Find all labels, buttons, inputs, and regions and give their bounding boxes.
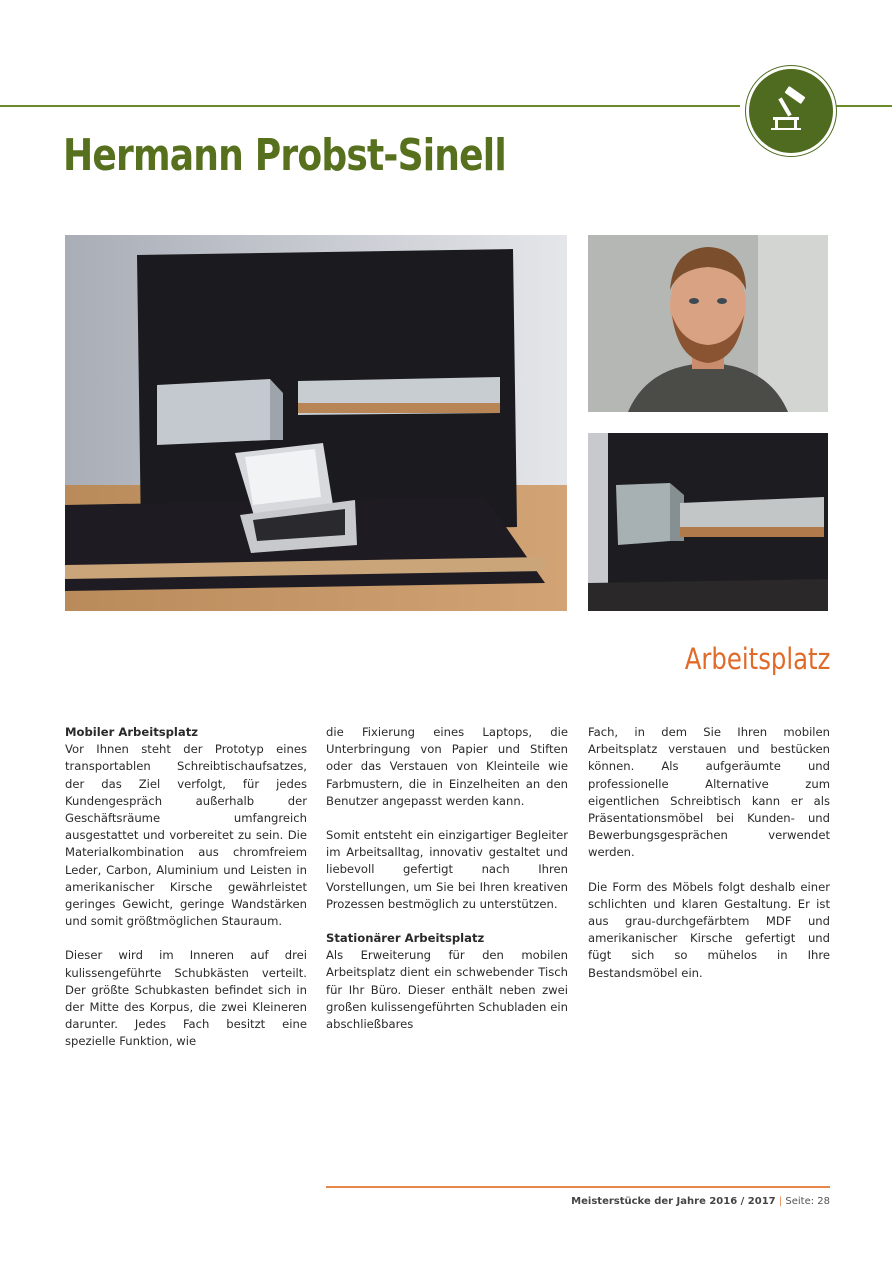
paragraph: Die Form des Möbels folgt deshalb einer schlichten und klaren Gestaltung. Er ist aus grau-durchgefärbtem MDF und amerikanischer Kirsche gefertigt und fügt sich so mühelos in Ihre Bestandsmöbel ein.: [588, 879, 830, 980]
hammer-workbench-icon: [765, 83, 817, 135]
heading-mobiler-arbeitsplatz: Mobiler Arbeitsplatz: [65, 725, 199, 739]
detail-product-photo: [588, 433, 828, 611]
footer-publication: Meisterstücke der Jahre 2016 / 2017: [571, 1196, 776, 1207]
paragraph: Vor Ihnen steht der Prototyp eines transportablen Schreibtischaufsatzes, der das Ziel verfolgt, für jedes Kundengespräch außerhalb der Geschäftsräume umfangreich ausgestattet und vorbereitet zu sein. Die Materialkombination aus chromfreiem Leder, Carbon, Aluminium und Leisten in amerikanischer Kirsche gewährleistet geringes Gewicht, geringe Wandstärken und somit größtmöglichen Stauraum.: [65, 742, 307, 929]
paragraph: Fach, in dem Sie Ihren mobilen Arbeitsplatz verstauen und bestücken können. Als aufgeräumte und professionelle Alternative zum eigentlichen Schreibtisch kann er als Präsentationsmöbel bei Kunden- und Bewerbungsgesprächen verwendet werden.: [588, 725, 830, 860]
paragraph: Dieser wird im Inneren auf drei kulissengeführte Schubkästen verteilt. Der größte Schubkasten befindet sich in der Mitte des Korpus, die zwei Kleineren darunter. Jedes Fach besitzt eine spezielle Funktion, wie: [65, 948, 307, 1049]
text-column-2: [326, 724, 568, 1050]
text-column-1: [65, 724, 307, 1068]
paragraph: Somit entsteht ein einzigartiger Begleiter im Arbeitsalltag, innovativ gestaltet und liebevoll gefertigt nach Ihren Vorstellungen, um Sie bei Ihren kreativen Prozessen bestmöglich zu unterstützen.: [326, 828, 568, 911]
main-product-photo: [65, 235, 567, 611]
heading-stationaerer-arbeitsplatz: Stationärer Arbeitsplatz: [326, 931, 485, 946]
paragraph: Als Erweiterung für den mobilen Arbeitsplatz dient ein schwebender Tisch für Ihr Büro. Dieser enthält neben zwei großen kulissengeführten Schubladen ein abschließbares: [326, 948, 568, 1032]
section-title: Arbeitsplatz: [684, 642, 830, 676]
page-title: Hermann Probst-Sinell: [63, 130, 506, 181]
footer-page-number: Seite: 28: [785, 1196, 830, 1207]
footer-separator: |: [778, 1196, 783, 1207]
footer-rule: [326, 1186, 830, 1188]
portrait-photo: [588, 235, 828, 412]
trade-badge: [746, 66, 836, 156]
paragraph: die Fixierung eines Laptops, die Unterbringung von Papier und Stiften oder das Verstauen von Kleinteile wie Farbmustern, die in Einzelheiten an den Benutzer angepasst werden kann.: [326, 725, 568, 808]
text-column-3: [588, 724, 830, 999]
header-rule-right: [836, 105, 892, 107]
footer: [571, 1196, 830, 1207]
header-rule-left: [0, 105, 740, 107]
